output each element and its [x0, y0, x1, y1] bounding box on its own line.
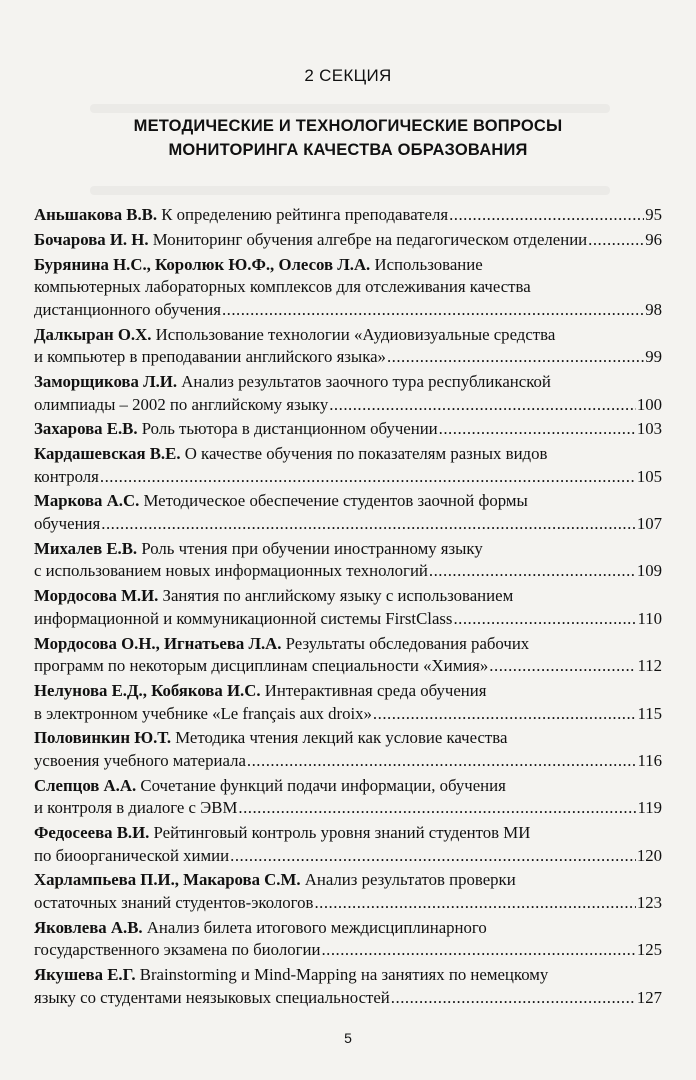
dot-leader — [247, 750, 637, 773]
dot-leader — [329, 394, 636, 417]
toc-entry-page: 95 — [645, 205, 662, 224]
dot-leader — [101, 513, 636, 536]
toc-entry-title: Роль чтения при обучении иностранному языку — [137, 538, 483, 558]
toc-entry-title: государственного экзамена по биологии — [34, 940, 321, 960]
toc-entry-author: Нелунова Е.Д., Кобякова И.С. — [34, 680, 261, 700]
dot-leader — [489, 655, 636, 678]
dot-leader — [314, 892, 635, 915]
toc-entry-page: 110 — [637, 608, 662, 628]
toc-entry-title: Анализ результатов проверки — [300, 870, 516, 890]
toc-entry-title: остаточных знаний студентов-экологов — [34, 893, 314, 913]
toc-entry-title: усвоения учебного материала — [34, 750, 246, 770]
toc-entry — [34, 822, 662, 867]
toc-entry-author: Бочарова И. Н. — [34, 229, 149, 249]
dot-leader — [387, 346, 644, 369]
dot-leader — [588, 229, 644, 252]
toc-entry-page: 123 — [636, 893, 662, 913]
toc-entry — [34, 204, 662, 227]
section-heading-line-2: МОНИТОРИНГА КАЧЕСТВА ОБРАЗОВАНИЯ — [168, 141, 528, 159]
toc-entry-title: Brainstorming и Mind-Mapping на занятиях по немецкому — [135, 965, 549, 985]
toc-entry-title: информационной и коммуникационной системы FirstClass — [34, 608, 453, 628]
toc-entry-title: Использование технологии «Аудиовизуальные средства — [151, 324, 556, 344]
toc-entry-author: Маркова А.С. — [34, 491, 140, 511]
toc-entry-page: 98 — [645, 299, 662, 319]
toc-entry-author: Захарова Е.В. — [34, 419, 138, 439]
toc-entry-title: К определению рейтинга преподавателя — [157, 205, 449, 224]
section-heading-line-1: МЕТОДИЧЕСКИЕ И ТЕХНОЛОГИЧЕСКИЕ ВОПРОСЫ — [133, 117, 563, 135]
dot-leader — [439, 418, 636, 441]
toc-entry-author: Половинкин Ю.Т. — [34, 728, 172, 748]
toc-entry-author: Харлампьева П.И., Макарова С.М. — [34, 870, 301, 890]
toc-entry-title: О качестве обучения по показателям разных видов — [180, 444, 548, 464]
dot-leader — [429, 560, 636, 583]
toc-entry-title: Мониторинг обучения алгебре на педагогическом отделении — [148, 229, 588, 249]
table-of-contents — [34, 204, 662, 1012]
toc-entry — [34, 254, 662, 322]
toc-entry-author: Яковлева А.В. — [34, 917, 143, 937]
toc-entry-title: программ по некоторым дисциплинам специальности «Химия» — [34, 656, 489, 676]
toc-entry-title: Анализ результатов заочного тура республиканской — [177, 371, 551, 391]
toc-entry-page: 100 — [636, 394, 662, 414]
toc-entry-title: Рейтинговый контроль уровня знаний студентов МИ — [149, 823, 531, 843]
toc-entry-author: Якушева Е.Г. — [34, 965, 136, 985]
toc-entry-title: Анализ билета итогового междисциплинарного — [142, 917, 487, 937]
dot-leader — [100, 466, 636, 489]
dot-leader — [222, 299, 644, 322]
dot-leader — [453, 608, 636, 631]
page-number: 5 — [344, 1030, 352, 1046]
toc-entry-page: 105 — [636, 466, 662, 486]
toc-entry — [34, 371, 662, 416]
toc-entry-title: компьютерных лабораторных комплексов для отслеживания качества — [34, 277, 531, 297]
section-title: 2 СЕКЦИЯ — [304, 66, 392, 85]
toc-entry-title: Методика чтения лекций как условие качества — [171, 728, 508, 748]
bleed-through-shadow — [90, 104, 610, 113]
toc-entry-page: 116 — [637, 750, 662, 770]
toc-entry — [34, 538, 662, 583]
toc-entry — [34, 633, 662, 678]
toc-entry — [34, 727, 662, 772]
toc-entry — [34, 964, 662, 1009]
toc-entry-page: 112 — [637, 656, 662, 676]
toc-entry-page: 109 — [636, 561, 662, 581]
toc-entry-page: 120 — [636, 845, 662, 865]
toc-entry — [34, 917, 662, 962]
dot-leader — [238, 797, 636, 820]
toc-entry-title: контроля — [34, 466, 99, 486]
toc-entry-author: Аньшакова В.В. — [34, 205, 158, 224]
dot-leader — [391, 987, 636, 1010]
toc-entry-title: Сочетание функций подачи информации, обучения — [136, 775, 506, 795]
toc-entry — [34, 585, 662, 630]
toc-entry-title: обучения — [34, 514, 101, 534]
bleed-through-shadow — [90, 186, 610, 195]
toc-entry-page: 127 — [636, 987, 662, 1007]
toc-entry-page: 96 — [645, 229, 662, 249]
toc-entry-page: 119 — [637, 798, 662, 818]
toc-entry-page: 99 — [645, 347, 662, 367]
toc-entry-title: языку со студентами неязыковых специальностей — [34, 987, 390, 1007]
dot-leader — [373, 703, 637, 726]
dot-leader — [321, 939, 635, 962]
toc-entry-title: Методическое обеспечение студентов заочной формы — [139, 491, 528, 511]
dot-leader — [449, 204, 644, 227]
toc-entry-title: по биоорганической химии — [34, 845, 230, 865]
toc-entry-title: и контроля в диалоге с ЭВМ — [34, 798, 238, 818]
toc-entry-author: Михалев Е.В. — [34, 538, 138, 558]
toc-entry-author: Федосеева В.И. — [34, 823, 150, 843]
toc-entry-page: 103 — [636, 419, 662, 439]
toc-entry-author: Слепцов А.А. — [34, 775, 137, 795]
toc-entry-author: Кардашевская В.Е. — [34, 444, 181, 464]
toc-entry-page: 107 — [636, 514, 662, 534]
toc-entry — [34, 490, 662, 535]
toc-entry-title: Роль тьютора в дистанционном обучении — [137, 419, 438, 439]
toc-entry — [34, 869, 662, 914]
toc-entry-author: Бурянина Н.С., Королюк Ю.Ф., Олесов Л.А. — [34, 254, 371, 274]
toc-entry-title: в электронном учебнике «Le français aux droix» — [34, 703, 372, 723]
toc-entry-title: Результаты обследования рабочих — [281, 633, 530, 653]
toc-entry — [34, 775, 662, 820]
toc-entry-title: Занятия по английскому языку с использованием — [158, 586, 514, 606]
toc-entry-title: и компьютер в преподавании английского языка» — [34, 347, 386, 367]
toc-entry-author: Заморщикова Л.И. — [34, 371, 178, 391]
toc-entry — [34, 324, 662, 369]
toc-entry-page: 125 — [636, 940, 662, 960]
toc-entry-title: с использованием новых информационных технологий — [34, 561, 428, 581]
toc-entry — [34, 229, 662, 252]
dot-leader — [230, 845, 636, 868]
toc-entry — [34, 680, 662, 725]
toc-entry-title: олимпиады – 2002 по английскому языку — [34, 394, 329, 414]
toc-entry-author: Далкыран О.Х. — [34, 324, 152, 344]
toc-entry-author: Мордосова О.Н., Игнатьева Л.А. — [34, 633, 282, 653]
toc-entry-page: 115 — [637, 703, 662, 723]
toc-entry-author: Мордосова М.И. — [34, 586, 159, 606]
toc-entry — [34, 443, 662, 488]
toc-entry — [34, 418, 662, 441]
toc-entry-title: Использование — [370, 254, 483, 274]
toc-entry-title: дистанционного обучения — [34, 299, 221, 319]
toc-entry-title: Интерактивная среда обучения — [260, 680, 487, 700]
